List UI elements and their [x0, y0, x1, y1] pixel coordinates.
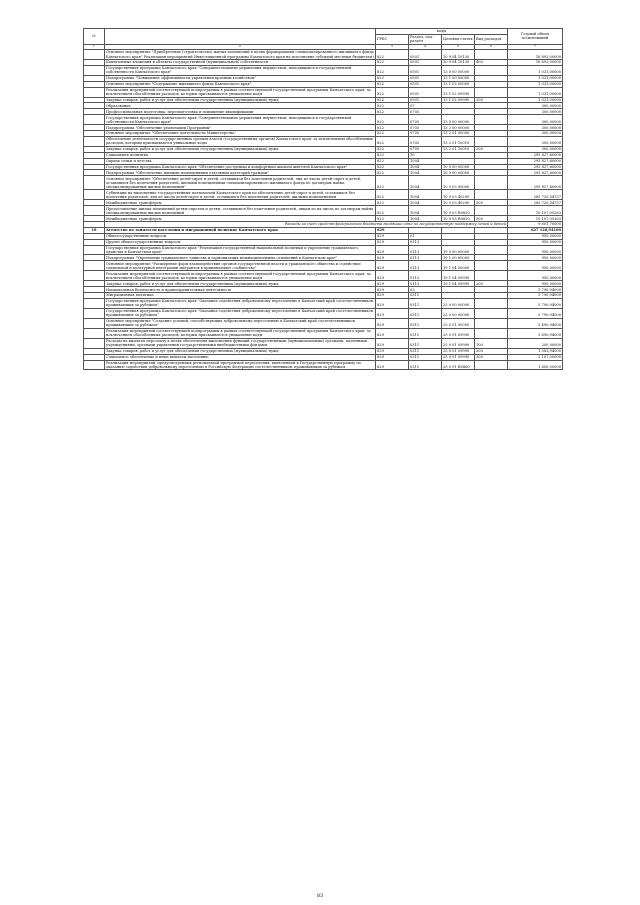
row-target-article: 13 2 01 00000	[442, 131, 475, 137]
row-name: Межбюджетные трансферты	[105, 200, 376, 206]
row-name: Закупка товаров, работ и услуг для обеспечения государственных (муниципальных) нужд	[105, 97, 376, 103]
row-target-article: 10 0 00 00000	[442, 164, 475, 170]
row-grbs: 822	[376, 206, 409, 216]
row-amount: 300,00000	[508, 125, 563, 131]
row-amount: 16 892,00000	[508, 50, 563, 60]
row-number	[84, 318, 105, 328]
row-expense-type	[475, 190, 508, 200]
row-razdel: 0311	[409, 328, 442, 338]
row-grbs: 829	[376, 261, 409, 271]
table-row	[84, 190, 563, 200]
row-grbs: 822	[376, 125, 409, 131]
row-grbs: 829	[376, 348, 409, 354]
row-grbs: 829	[376, 298, 409, 308]
row-amount: 950,00000	[508, 261, 563, 271]
row-amount: 1 031,00000	[508, 81, 563, 87]
row-razdel: 01	[409, 233, 442, 239]
row-name: Государственная программа Камчатского края "Совершенствование управления имуществом, находящимся в государственной собственности Камчатского края"	[105, 115, 376, 125]
row-amount: 627 128,94100	[508, 227, 563, 233]
header-target-article: Целевая статья	[442, 34, 475, 44]
row-number	[84, 87, 105, 97]
row-grbs: 822	[376, 97, 409, 103]
row-expense-type	[475, 115, 508, 125]
row-amount: 2 107,00000	[508, 354, 563, 360]
row-razdel: 0311	[409, 354, 442, 360]
row-target-article: 19 1 04 00000	[442, 261, 475, 271]
row-target-article: 10 9 04 10130	[442, 60, 475, 66]
row-amount: 5 490,94000	[508, 318, 563, 328]
row-number	[84, 328, 105, 338]
row-expense-type: 200	[475, 146, 508, 152]
row-amount: 1 800,00000	[508, 360, 563, 370]
row-target-article: 25 0 01 00000	[442, 318, 475, 328]
row-expense-type	[475, 271, 508, 281]
table-row	[84, 136, 563, 146]
row-name: Межбюджетные трансферты	[105, 216, 376, 222]
row-grbs: 822	[376, 146, 409, 152]
row-grbs: 829	[376, 233, 409, 239]
row-razdel: 03	[409, 287, 442, 293]
row-target-article: 10 9 03 00000	[442, 176, 475, 190]
row-name: Подпрограмма "Повышение эффективности управления краевым хозяйством"	[105, 75, 376, 81]
row-amount: 300,00000	[508, 103, 563, 109]
row-name: Реализация мероприятий, предусмотренных региональной программой переселения, включенной в Государственную программу по оказанию содействия добровольному переселению в Российскую Федерацию соотечественников, проживающих за рубежом	[105, 360, 376, 370]
row-target-article: 25 0 00 00000	[442, 308, 475, 318]
row-expense-type: 200	[475, 281, 508, 287]
row-razdel: 0113	[409, 245, 442, 255]
row-name: Общегосударственные вопросы	[105, 233, 376, 239]
row-name: Другие общегосударственные вопросы	[105, 239, 376, 245]
row-razdel: 0311	[409, 338, 442, 348]
row-razdel: 0311	[409, 360, 442, 370]
row-number	[84, 136, 105, 146]
row-amount: 950,00000	[508, 245, 563, 255]
table-row	[84, 308, 563, 318]
table-body-section-2	[84, 227, 563, 370]
row-razdel: 0501	[409, 97, 442, 103]
row-target-article: 13 2 01 10010	[442, 146, 475, 152]
row-name: Миграционная политика	[105, 293, 376, 299]
row-razdel: 0705	[409, 115, 442, 125]
row-grbs: 822	[376, 75, 409, 81]
row-number	[84, 65, 105, 75]
table-row	[84, 115, 563, 125]
table-body-section-1	[84, 50, 563, 222]
row-amount: 295 827,60000	[508, 152, 563, 158]
row-target-article: 13 1 02 09990	[442, 87, 475, 97]
row-expense-type	[475, 176, 508, 190]
row-grbs: 822	[376, 131, 409, 137]
row-target-article: 10 9 03 R0820	[442, 216, 475, 222]
row-razdel: 1004	[409, 200, 442, 206]
row-expense-type	[475, 308, 508, 318]
row-grbs: 822	[376, 200, 409, 206]
row-name: Охрана семьи и детства	[105, 158, 376, 164]
row-target-article: 10 9 04 10130	[442, 50, 475, 60]
row-name: Государственная программа Камчатского края "Оказание содействия добровольному переселению в Камчатский край соотечественников, проживающих за рубежом"	[106, 309, 374, 318]
row-razdel: 0311	[409, 348, 442, 354]
row-amount: 16 892,00000	[508, 60, 563, 66]
row-razdel: 0311	[409, 293, 442, 299]
note-text: Расходы за счет средств федерального бюджета входящие одно из государственную поддержку семей и детей	[105, 222, 508, 228]
row-grbs: 829	[376, 328, 409, 338]
header-sum: Годовой объем ассигнований	[508, 29, 563, 45]
row-amount: 200,00000	[508, 338, 563, 348]
row-razdel: 1004	[409, 164, 442, 170]
row-amount: 950,00000	[508, 271, 563, 281]
row-name: Основное мероприятие "Обеспечение детей-сирот и детей, оставшихся без попечения родителей, лиц из числа детей-сирот и детей, оставшихся без попечения родителей, жилыми помещениями специализированного жилищного фонда по договорам найма специализированных жилых помещений"	[105, 176, 376, 190]
row-target-article: 10 9 00 00000	[442, 170, 475, 176]
table-row	[84, 87, 563, 97]
row-grbs: 822	[376, 190, 409, 200]
row-amount: 300,00000	[508, 131, 563, 137]
row-grbs: 829	[376, 338, 409, 348]
row-grbs: 829	[376, 255, 409, 261]
row-amount: 1 031,00000	[508, 65, 563, 75]
row-expense-type	[475, 50, 508, 60]
header-num: №	[84, 29, 105, 45]
row-name: Основное мероприятие "Содержание жилищного фонда Камчатского края"	[105, 81, 376, 87]
index-cell: 4	[409, 44, 442, 49]
table-row	[84, 261, 563, 271]
row-razdel: 0705	[409, 146, 442, 152]
row-amount: 295 827,60000	[508, 164, 563, 170]
row-target-article: 19 1 00 00000	[442, 255, 475, 261]
row-expense-type	[475, 328, 508, 338]
row-grbs: 829	[376, 227, 409, 233]
row-amount: 1 031,00000	[508, 87, 563, 97]
row-name: Субвенции на выполнение государственных полномочий Камчатского края по обеспечению детей-сирот и детей, оставшихся без попечения родителей, лиц из числа детей-сирот и детей, оставшихся без попечения родителей, жилыми помещениями	[105, 190, 376, 200]
row-grbs: 829	[376, 293, 409, 299]
row-name: Профессиональная подготовка, переподготовка и повышение квалификации	[105, 109, 376, 115]
row-name: Основное мероприятие "Создание условий, способствующих добровольному переселению в Камчатский край соотечественников, проживающих за рубежом"	[105, 318, 376, 328]
row-amount: 300,00000	[508, 109, 563, 115]
index-cell: 5	[442, 44, 475, 49]
row-amount: 295 827,60000	[508, 176, 563, 190]
row-expense-type	[475, 245, 508, 255]
row-grbs: 822	[376, 50, 409, 60]
row-grbs: 822	[376, 109, 409, 115]
row-amount: 295 827,60000	[508, 158, 563, 164]
row-name: Агентство по занятости населения и миграционной политике Камчатского края	[105, 227, 376, 233]
row-razdel: 0113	[409, 239, 442, 245]
row-razdel: 0311	[409, 308, 442, 318]
row-expense-type	[475, 206, 508, 216]
row-grbs: 829	[376, 239, 409, 245]
row-amount: 300,00000	[508, 136, 563, 146]
row-razdel: 0705	[409, 109, 442, 115]
row-razdel: 0705	[409, 136, 442, 146]
row-grbs: 822	[376, 103, 409, 109]
row-razdel: 1004	[409, 216, 442, 222]
row-amount: 295 827,60000	[508, 170, 563, 176]
row-name: Закупка товаров, работ и услуг для обеспечения государственных (муниципальных) нужд	[105, 348, 376, 354]
row-name: Государственная программа Камчатского края "Совершенствование управления имуществом, находящимся в государственной собственности Камчатского края"	[105, 65, 376, 75]
row-name: Социальная политика	[105, 152, 376, 158]
index-cell: 7	[508, 44, 563, 49]
header-razdel: Раздел, под-раздел	[409, 34, 442, 44]
index-cell: 3	[376, 44, 409, 49]
row-razdel: 07	[409, 103, 442, 109]
row-grbs: 822	[376, 216, 409, 222]
row-number	[84, 176, 105, 190]
row-razdel: 0113	[409, 261, 442, 271]
row-target-article: 25 0 01 09990	[442, 338, 475, 348]
row-target-article: 19 1 04 09990	[442, 281, 475, 287]
row-name: Расходы на выплаты персоналу в целях обеспечения выполнения функций государственными (муниципальными) органами, казенными учреждениями, органами управления государственными внебюджетными фондами	[105, 338, 376, 348]
row-number	[84, 360, 105, 370]
row-name: Подпрограмма "Обеспечение реализации Программы"	[105, 125, 376, 131]
table-row	[84, 328, 563, 338]
table-row	[84, 338, 563, 348]
row-target-article: 13 2 00 00000	[442, 125, 475, 131]
row-grbs: 829	[376, 318, 409, 328]
row-target-article: 13 1 02 09990	[442, 97, 475, 103]
row-grbs: 822	[376, 176, 409, 190]
row-target-article: 13 1 00 00000	[442, 75, 475, 81]
row-target-article: 13 1 02 00000	[442, 81, 475, 87]
row-razdel: 0501	[409, 50, 442, 60]
table-row	[84, 65, 563, 75]
row-name: Образование	[105, 103, 376, 109]
row-target-article: 13 0 00 00000	[442, 65, 475, 75]
row-name: Подпрограмма "Укрепление гражданского единства и гармонизация межнациональных отношений в Камчатском крае"	[105, 255, 376, 261]
row-expense-type	[475, 261, 508, 271]
row-expense-type	[475, 87, 508, 97]
row-number	[84, 308, 105, 318]
row-grbs: 829	[376, 354, 409, 360]
table-row	[84, 50, 563, 60]
table-row	[84, 318, 563, 328]
table-row	[84, 360, 563, 370]
row-razdel: 1004	[409, 170, 442, 176]
header-grbs: ГРБС	[376, 34, 409, 44]
row-grbs: 822	[376, 152, 409, 158]
row-name: Государственная программа Камчатского края "Обеспечение доступным и комфортным жильем жителей Камчатского края"	[105, 164, 376, 170]
row-target-article: 10 9 03 40290	[442, 190, 475, 200]
row-grbs: 829	[376, 287, 409, 293]
budget-table	[83, 28, 563, 370]
row-name: Капитальные вложения в объекты государственной (муниципальной) собственности	[105, 60, 376, 66]
row-razdel: 1004	[409, 158, 442, 164]
row-name: Реализация мероприятий соответствующей подпрограммы в рамках соответствующей государственной программы Камчатского края, за исключением обособленных расходов, которым присваиваются уникальные коды	[105, 271, 376, 281]
row-expense-type	[475, 136, 508, 146]
index-cell: 1	[84, 44, 105, 49]
row-razdel: 0501	[409, 75, 442, 81]
note-sum: 9 601,70000	[508, 222, 563, 228]
row-expense-type: 200	[475, 348, 508, 354]
row-razdel: 1004	[409, 206, 442, 216]
row-grbs: 822	[376, 115, 409, 125]
row-name: Основное мероприятие "Приобретение (строительство) жилых помещений в целях формирования специализированного жилищного фонда Камчатского края" Реализация мероприятий Инвестиционной программы Камчатского края на исполнение субсидий местным бюджетам)	[106, 50, 374, 59]
row-expense-type: 100	[475, 338, 508, 348]
row-name: Государственная программа Камчатского края "Оказание содействия добровольному переселению в Камчатский край соотечественников, проживающих за рубежом"	[106, 299, 374, 308]
row-amount: 5 790,94000	[508, 293, 563, 299]
row-amount: 1 031,00000	[508, 97, 563, 103]
row-grbs: 829	[376, 245, 409, 255]
table-row	[84, 271, 563, 281]
row-name: Закупка товаров, работ и услуг для обеспечения государственных (муниципальных) нужд	[105, 281, 376, 287]
row-amount: 285 720,54737	[508, 190, 563, 200]
row-number	[84, 245, 105, 255]
row-target-article: 10 9 03 R0820	[442, 206, 475, 216]
row-amount: 300,00000	[508, 115, 563, 125]
row-amount: 10 107,05263	[508, 216, 563, 222]
row-grbs: 829	[376, 271, 409, 281]
budget-table-page	[83, 28, 563, 370]
row-number	[84, 50, 105, 60]
row-razdel: 10	[409, 152, 442, 158]
row-number	[84, 338, 105, 348]
table-row	[84, 176, 563, 190]
row-razdel: 0311	[409, 318, 442, 328]
row-expense-type: 500	[475, 200, 508, 206]
row-amount: 5 790,94000	[508, 298, 563, 308]
row-grbs: 822	[376, 158, 409, 164]
row-amount: 285 720,54737	[508, 200, 563, 206]
row-number	[84, 206, 105, 216]
row-expense-type: 300	[475, 354, 508, 360]
row-name: Реализация мероприятий соответствующей подпрограммы в рамках соответствующей государственной программы Камчатского края, за исключением обособленных расходов, которым присваиваются уникальные коды	[105, 87, 376, 97]
table-row	[84, 298, 563, 308]
row-expense-type	[475, 318, 508, 328]
row-number	[84, 190, 105, 200]
row-grbs: 822	[376, 136, 409, 146]
row-grbs: 822	[376, 164, 409, 170]
row-target-article: 19 1 04 09990	[442, 271, 475, 281]
row-target-article: 25 0 01 R0860	[442, 360, 475, 370]
row-razdel: 0113	[409, 255, 442, 261]
row-razdel: 0501	[409, 60, 442, 66]
row-name: Реализация мероприятий соответствующей подпрограммы в рамках соответствующей государственной программы Камчатского края, за исключением обособленных расходов, которым присваиваются уникальные коды	[105, 328, 376, 338]
row-amount: 950,00000	[508, 281, 563, 287]
row-expense-type	[475, 298, 508, 308]
row-amount: 1 031,00000	[508, 75, 563, 81]
row-razdel: 0501	[409, 87, 442, 97]
row-grbs: 822	[376, 65, 409, 75]
row-razdel: 0113	[409, 281, 442, 287]
row-razdel: 0501	[409, 81, 442, 87]
row-name: Предоставление жилых помещений детям-сиротам и детям, оставшимся без попечения родителей, лицам из их числа по договорам найма специализированных жилых помещений	[105, 206, 376, 216]
row-amount: 1 383,94000	[508, 348, 563, 354]
row-grbs: 829	[376, 281, 409, 287]
row-amount: 10 107,05263	[508, 206, 563, 216]
index-cell: 6	[475, 44, 508, 49]
row-grbs: 822	[376, 60, 409, 66]
row-grbs: 822	[376, 170, 409, 176]
row-number	[84, 115, 105, 125]
row-target-article: 25 0 00 00000	[442, 298, 475, 308]
row-name: Основное мероприятие "Обеспечение деятельности Министерства"	[105, 131, 376, 137]
row-amount: 950,00000	[508, 233, 563, 239]
row-amount: 5 790,94000	[508, 308, 563, 318]
page-number: 83	[316, 893, 324, 899]
row-name: Национальная безопасность и правоохранительная деятельность	[105, 287, 376, 293]
header-codes: коды	[376, 29, 508, 35]
row-target-article: 13 0 00 00000	[442, 115, 475, 125]
table-row	[84, 206, 563, 216]
row-name: Закупка товаров, работ и услуг для обеспечения государственных (муниципальных) нужд	[105, 146, 376, 152]
row-name: Социальное обеспечение и иные выплаты населению	[105, 354, 376, 360]
row-grbs: 822	[376, 87, 409, 97]
row-name: Государственная программа Камчатского края "Реализация государственной национальной политики и укрепление гражданского единства в Камчатском крае"	[105, 245, 376, 255]
row-target-article: 13 2 01 10010	[442, 136, 475, 146]
row-amount: 5 790,94000	[508, 287, 563, 293]
row-number	[84, 298, 105, 308]
row-grbs: 822	[376, 81, 409, 87]
row-target-article: 19 0 00 00000	[442, 245, 475, 255]
row-target-article: 10 9 03 40290	[442, 200, 475, 206]
row-expense-type: 400	[475, 60, 508, 66]
row-amount: 3 690,94000	[508, 328, 563, 338]
row-amount: 950,00000	[508, 239, 563, 245]
row-name: Обеспечение деятельности государственных органов власти (государственных органов) Камчатского края, за исключением обособленных расходов, которым присваиваются уникальные коды	[105, 136, 376, 146]
row-amount: 950,00000	[508, 255, 563, 261]
row-number	[84, 261, 105, 271]
header-expense-type: Вид расходов	[475, 34, 508, 44]
header-name	[105, 29, 376, 45]
index-cell: 2	[105, 44, 376, 49]
row-number	[84, 271, 105, 281]
row-razdel: 1004	[409, 190, 442, 200]
row-razdel: 1004	[409, 176, 442, 190]
row-expense-type: 200	[475, 97, 508, 103]
row-razdel: 0705	[409, 125, 442, 131]
row-number: 18	[84, 227, 105, 233]
row-grbs: 829	[376, 308, 409, 318]
row-razdel: 0501	[409, 65, 442, 75]
row-target-article: 25 0 01 09990	[442, 354, 475, 360]
row-amount: 300,00000	[508, 146, 563, 152]
row-grbs: 829	[376, 360, 409, 370]
table-row	[84, 245, 563, 255]
row-razdel: 0705	[409, 131, 442, 137]
row-target-article: 25 0 01 09990	[442, 328, 475, 338]
row-target-article: 25 0 01 09990	[442, 348, 475, 354]
row-name: Подпрограмма "Обеспечение жилыми помещениями отдельных категорий граждан"	[105, 170, 376, 176]
row-razdel: 0113	[409, 271, 442, 281]
row-razdel: 0311	[409, 298, 442, 308]
row-expense-type	[475, 360, 508, 370]
row-name: Основное мероприятие "Расширение форм взаимодействия органов государственной власти и гражданского общества и содействие социальной и культурной интеграции мигрантов в принимающее сообщество"	[105, 261, 376, 271]
row-expense-type: 500	[475, 216, 508, 222]
row-expense-type	[475, 65, 508, 75]
